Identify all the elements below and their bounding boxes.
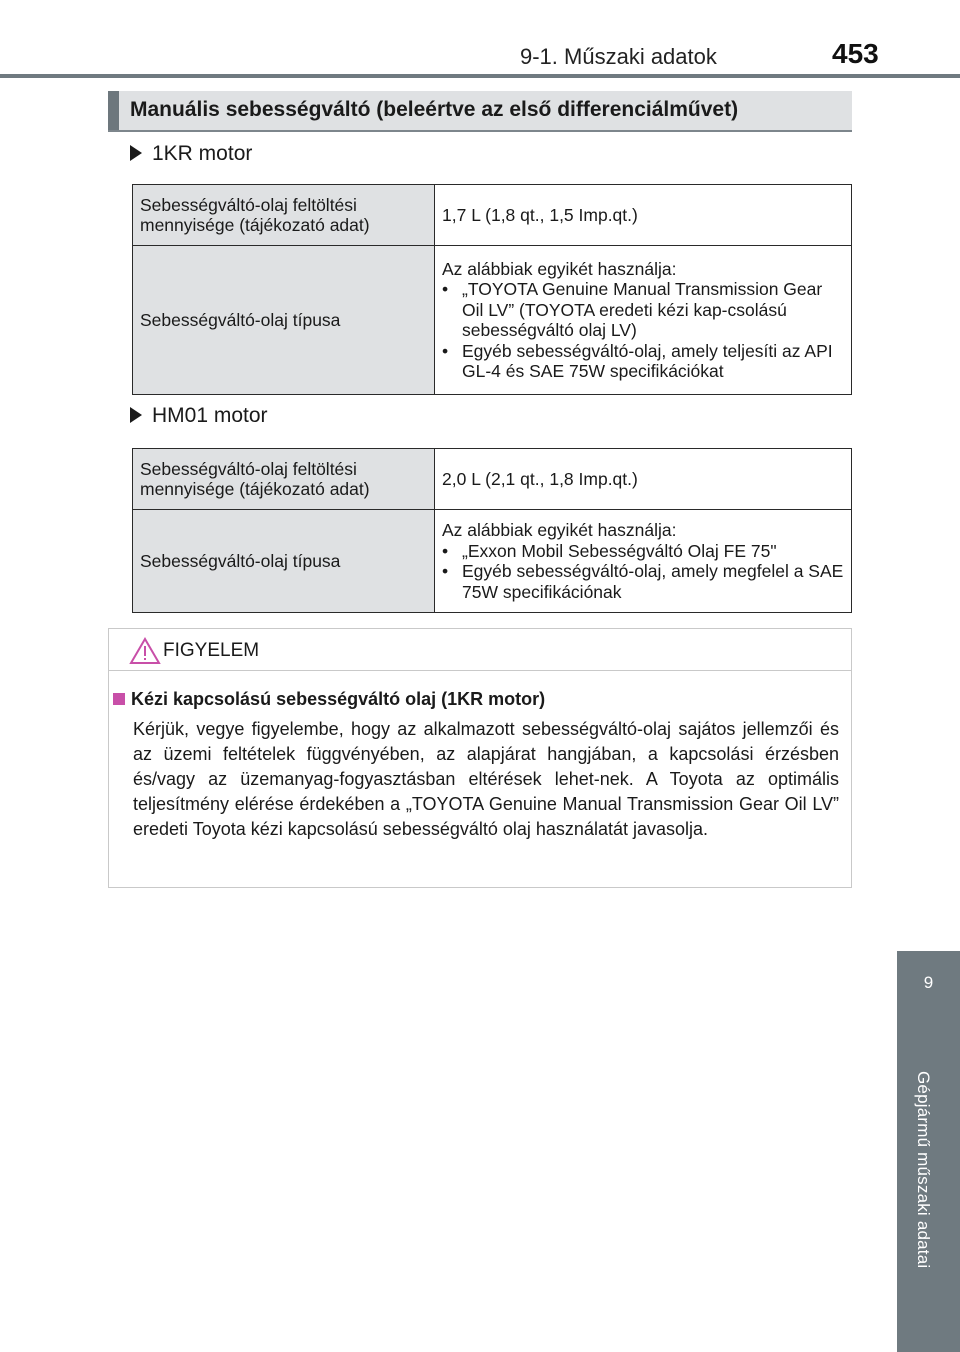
table-cell-label: Sebességváltó-olaj feltöltési mennyisége (tájékozató adat) <box>133 449 435 510</box>
square-bullet-icon <box>113 693 125 705</box>
subheading-1kr <box>130 142 252 166</box>
table-row <box>133 185 852 246</box>
table-row <box>133 246 852 395</box>
chapter-number: 9 <box>923 973 934 992</box>
oil-type-intro: Az alábbiak egyikét használja: <box>442 258 677 279</box>
warning-subtitle <box>113 689 545 710</box>
subheading-hm01 <box>130 404 268 428</box>
section-heading-title: Manuális sebességváltó (beleértve az első differenciálművet) <box>130 98 739 121</box>
warning-subtitle-text: Kézi kapcsolású sebességváltó olaj (1KR motor) <box>131 689 546 709</box>
table-row <box>133 449 852 510</box>
subheading-hm01-label: HM01 motor <box>152 404 268 427</box>
warning-box <box>108 628 852 888</box>
table-cell-label: Sebességváltó-olaj típusa <box>133 510 435 613</box>
list-item: • „TOYOTA Genuine Manual Transmission Gear Oil LV” (TOYOTA eredeti kézi kap-csolású sebességváltó olaj LV) <box>442 279 844 341</box>
table-cell-label: Sebességváltó-olaj típusa <box>133 246 435 395</box>
subheading-1kr-label: 1KR motor <box>152 142 253 165</box>
table-row <box>133 510 852 613</box>
header-rule <box>0 74 960 78</box>
page-number: 453 <box>832 38 879 69</box>
spec-table-1kr <box>132 184 852 395</box>
section-heading-accent <box>108 91 119 130</box>
table-cell-value <box>435 246 852 395</box>
list-item: • Egyéb sebességváltó-olaj, amely teljesíti az API GL-4 és SAE 75W specifikációkat <box>442 341 844 382</box>
warning-triangle-icon <box>129 637 161 665</box>
section-heading <box>108 91 852 132</box>
table-cell-value <box>435 510 852 613</box>
chapter-title: Gépjármű műszaki adatai <box>914 1071 933 1269</box>
triangle-bullet-icon <box>130 407 142 423</box>
table-cell-label: Sebességváltó-olaj feltöltési mennyisége (tájékozató adat) <box>133 185 435 246</box>
chapter-tab <box>897 951 960 1352</box>
oil-type-intro: Az alábbiak egyikét használja: <box>442 520 677 540</box>
list-item-text: „Exxon Mobil Sebességváltó Olaj FE 75" <box>462 540 777 561</box>
list-item: • Egyéb sebességváltó-olaj, amely megfelel a SAE 75W specifikációnak <box>442 561 844 602</box>
table-cell-value: 2,0 L (2,1 qt., 1,8 Imp.qt.) <box>435 449 852 510</box>
header-section-title: 9-1. Műszaki adatok <box>520 44 717 69</box>
table-cell-value: 1,7 L (1,8 qt., 1,5 Imp.qt.) <box>435 185 852 246</box>
warning-body: Kérjük, vegye figyelembe, hogy az alkalmazott sebességváltó-olaj sajátos jellemzői és az üzemi feltételek függvényében, az alapjárat hangjában, a kapcsolási érzésben és/vagy az üzemanyag-fogyasztásban eltérések lehet-nek. A Toyota az optimális teljesítmény elérése érdekében a „TOYOTA Genuine Manual Transmission Gear Oil LV” eredeti Toyota kézi kapcsolású sebességváltó olaj használatát javasolja. <box>133 719 839 839</box>
triangle-bullet-icon <box>130 145 142 161</box>
warning-label: FIGYELEM <box>163 640 260 661</box>
spec-table-hm01 <box>132 448 852 613</box>
warning-header <box>109 629 851 671</box>
list-item-text: „TOYOTA Genuine Manual Transmission Gear Oil LV” (TOYOTA eredeti kézi kap-csolású sebességváltó olaj LV) <box>462 279 823 340</box>
list-item: • „Exxon Mobil Sebességváltó Olaj FE 75" <box>442 540 777 561</box>
list-item-text: Egyéb sebességváltó-olaj, amely teljesíti az API GL-4 és SAE 75W specifikációkat <box>462 340 833 381</box>
list-item-text: Egyéb sebességváltó-olaj, amely megfelel a SAE 75W specifikációnak <box>462 561 844 602</box>
